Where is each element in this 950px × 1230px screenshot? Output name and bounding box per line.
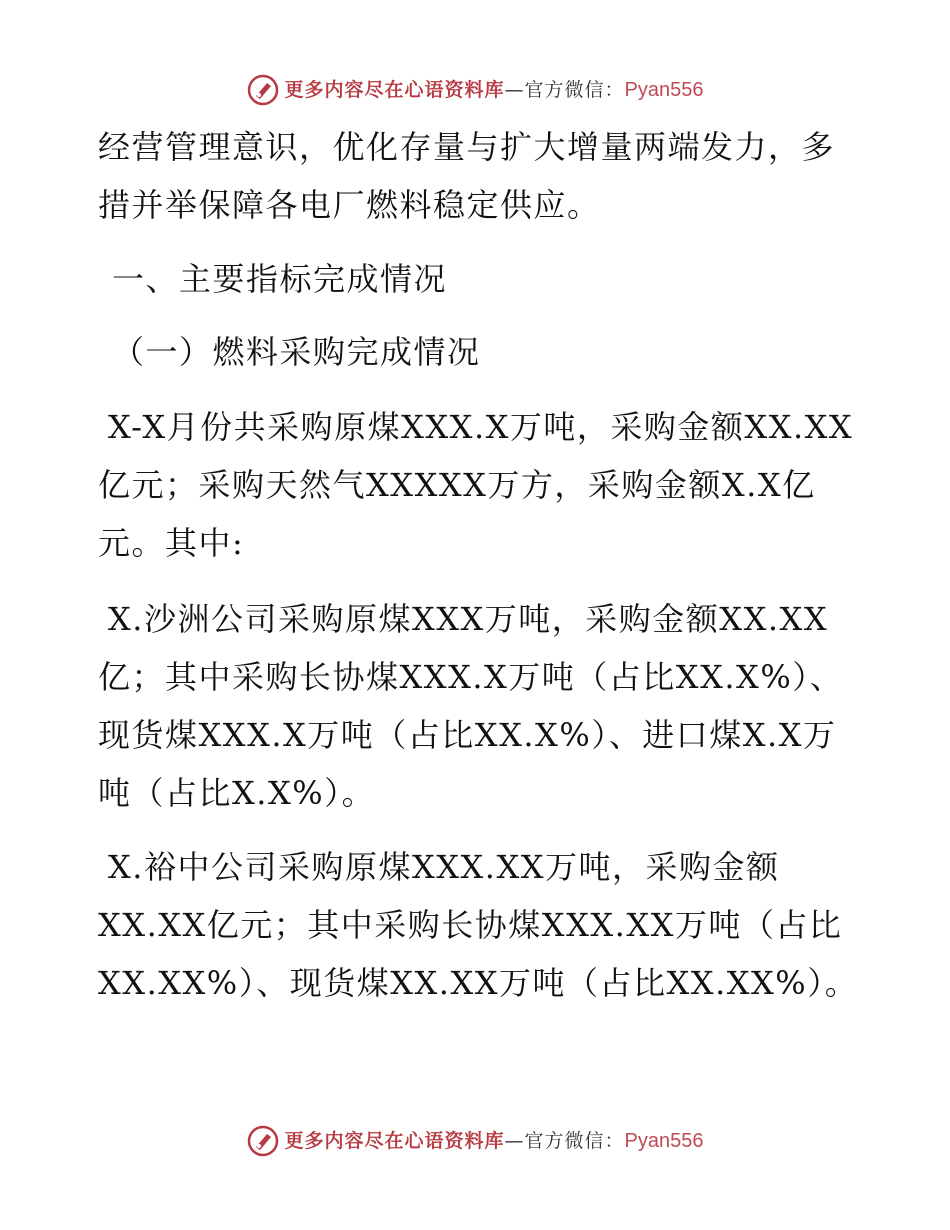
watermark-account: Pyan556 [624, 1130, 704, 1152]
text-line: 现货煤XXX.X万吨（占比XX.X%）、进口煤X.X万 [98, 716, 837, 754]
text-line: 亿；其中采购长协煤XXX.X万吨（占比XX.X%）、 [98, 658, 844, 696]
section-heading: 一、主要指标完成情况 [112, 260, 448, 298]
text-line: 亿元；采购天然气XXXXX万方，采购金额X.X亿 [98, 466, 816, 504]
watermark-brand: 更多内容尽在心语资料库 [284, 1130, 505, 1152]
watermark-footer [0, 1125, 950, 1157]
pen-emblem-icon [247, 1125, 279, 1157]
intro-paragraph [98, 118, 858, 234]
watermark-label: 官方微信： [524, 1130, 625, 1152]
text-line: X-X月份共采购原煤XXX.X万吨，采购金额XX.XX [108, 408, 854, 446]
shazhou-paragraph [98, 590, 858, 822]
watermark-separator: — [504, 79, 525, 101]
text-line: X.裕中公司采购原煤XXX.XX万吨，采购金额 [108, 848, 780, 886]
watermark-header [0, 74, 950, 106]
watermark-brand: 更多内容尽在心语资料库 [284, 79, 505, 101]
text-line: 措并举保障各电厂燃料稳定供应。 [98, 186, 601, 224]
yuzhong-paragraph [98, 838, 858, 1012]
text-line: 元。其中: [98, 524, 245, 562]
watermark-separator: — [504, 1130, 525, 1152]
watermark-label: 官方微信： [524, 79, 625, 101]
text-line: XX.XX亿元；其中采购长协煤XXX.XX万吨（占比 [98, 906, 843, 944]
text-line: XX.XX%）、现货煤XX.XX万吨（占比XX.XX%）。 [98, 964, 859, 1002]
watermark-account: Pyan556 [624, 79, 704, 101]
pen-emblem-icon [247, 74, 279, 106]
subsection-heading: （一）燃料采购完成情况 [112, 333, 481, 371]
summary-paragraph [98, 398, 858, 572]
text-line: 经营管理意识，优化存量与扩大增量两端发力，多 [98, 128, 836, 166]
text-line: X.沙洲公司采购原煤XXX万吨，采购金额XX.XX [108, 600, 829, 638]
text-line: 吨（占比X.X%）。 [98, 774, 376, 812]
